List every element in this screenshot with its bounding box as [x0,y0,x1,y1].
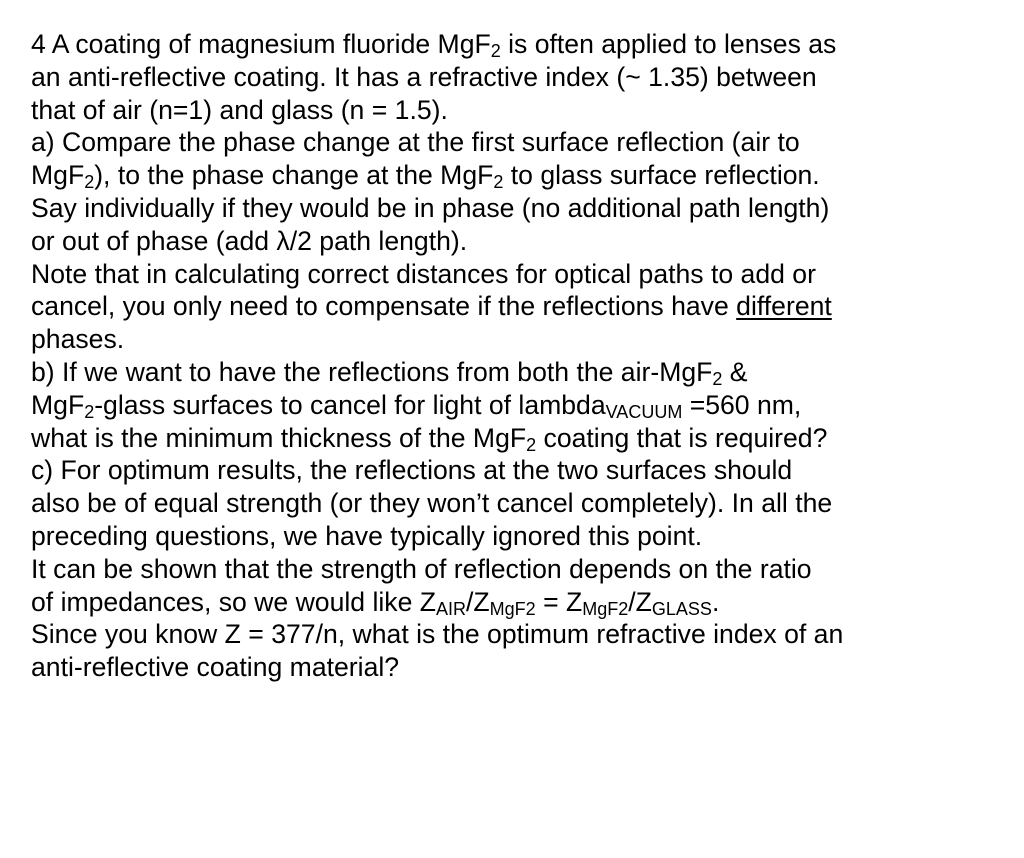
part-c-line-6: Since you know Z = 377/n, what is the optimum refractive index of an [31,619,844,650]
part-b-line-1: b) If we want to have the reflections from both the air-MgF$_2$ & [31,356,748,389]
emphasis-different: different [736,291,832,322]
question-intro-line-2: an anti-reflective coating. It has a refractive index (~ 1.35) between [31,61,817,92]
part-c-line-2: also be of equal strength (or they won’t cancel completely). In all the [31,488,833,519]
part-c-line-5: of impedances, so we would like $Z_{AIR}/Z_{MgF2} = Z_{MgF2}/Z_{GLASS}$. [31,586,720,619]
part-a-line-4: or out of phase (add λ/2 path length). [31,225,468,256]
part-c-line-3: preceding questions, we have typically ignored this point. [31,520,703,551]
note-line-1: Note that in calculating correct distances for optical paths to add or [31,258,816,289]
note-line-2: cancel, you only need to compensate if the reflections have different [31,291,832,322]
problem-text [31,28,931,684]
part-c-line-1: c) For optimum results, the reflections at the two surfaces should [31,455,793,486]
note-line-3: phases. [31,324,125,355]
part-c-line-4: It can be shown that the strength of reflection depends on the ratio [31,553,812,584]
part-a-line-2: MgF$_2$), to the phase change at the MgF$_2$ to glass surface reflection. [31,160,820,193]
part-c-line-7: anti-reflective coating material? [31,652,400,683]
question-intro-line-3: that of air (n=1) and glass (n = 1.5). [31,94,448,125]
part-a-line-3: Say individually if they would be in phase (no additional path length) [31,192,830,223]
part-a-line-1: a) Compare the phase change at the first surface reflection (air to [31,127,800,158]
part-b-line-2: MgF$_2$-glass surfaces to cancel for light of lambda$_{VACUUM}$ =560 nm, [31,389,802,422]
question-intro-line-1: 4 A coating of magnesium fluoride MgF$_2$ is often applied to lenses as [31,29,837,61]
part-b-line-3: what is the minimum thickness of the MgF$_2$ coating that is required? [31,422,828,455]
